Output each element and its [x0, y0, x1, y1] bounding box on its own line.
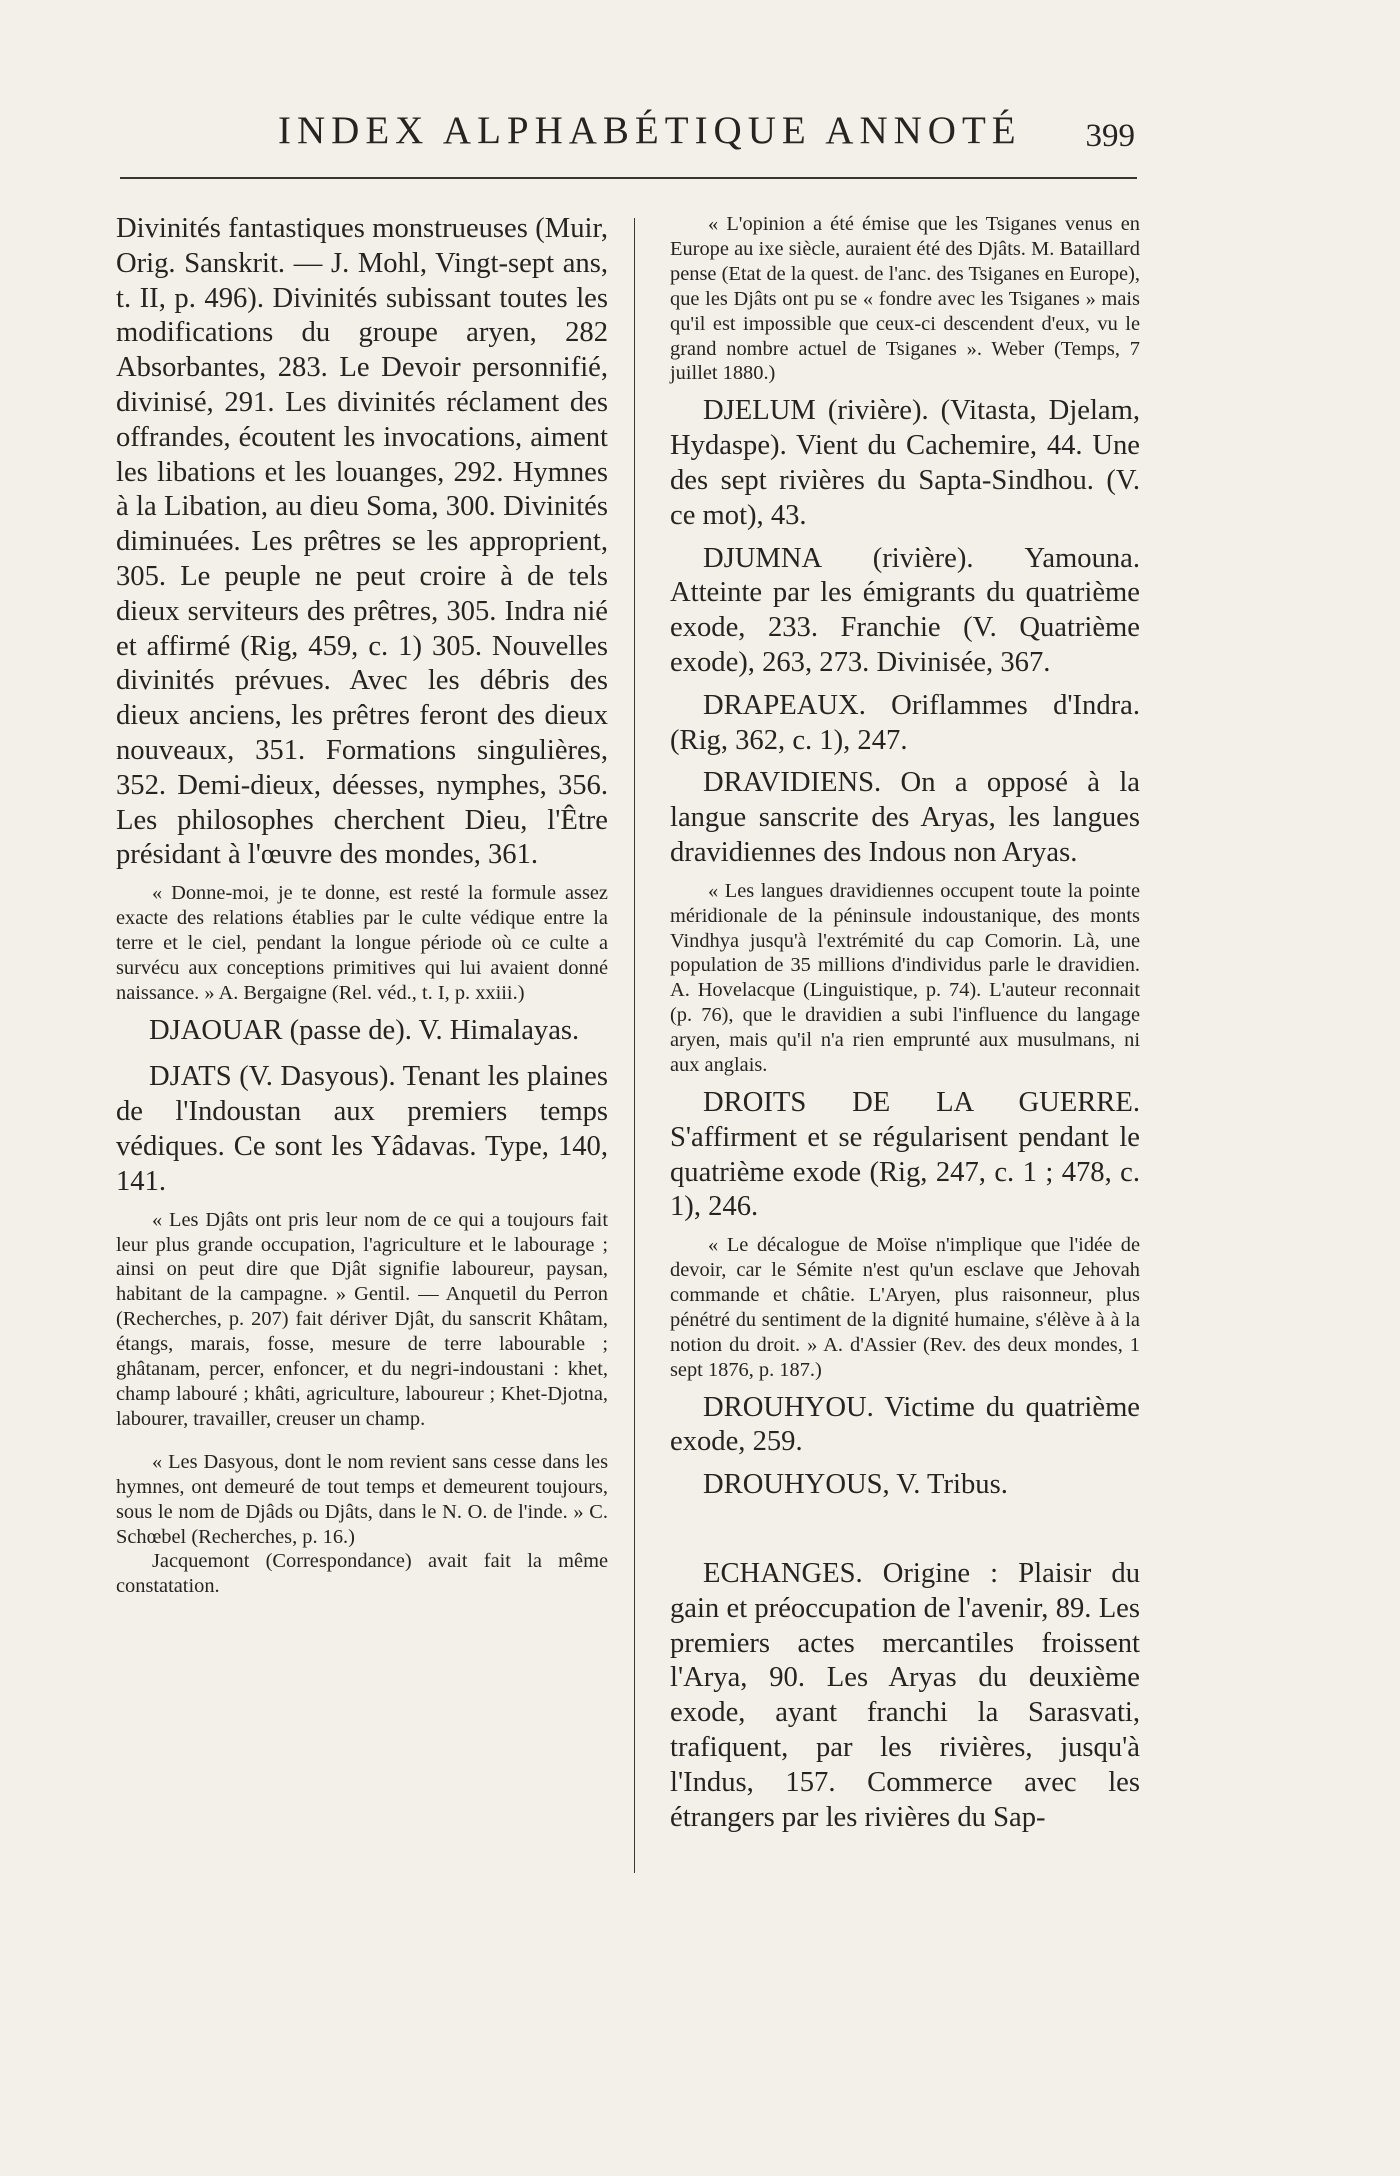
entry-drouhyous: DROUHYOUS, V. Tribus.: [703, 1469, 1008, 1501]
quote-weber: « L'opinion a été émise que les Tsiganes venus en Europe au ixe siècle, auraient été des Djâts. M. Bataillard pense (Etat de la quest. de l'anc. des Tsiganes en Europe), que les Djâts ont pu se « fondre avec les Tsiganes » mais qu'il est impossible que ceux-ci descendent d'eux, vu le grand nombre actuel de Tsiganes ». Weber (Temps, 7 juillet 1880.): [670, 213, 1140, 385]
column-divider: [634, 218, 635, 1873]
entry-echanges: ECHANGES. Origine : Plaisir du gain et préoccupation de l'avenir, 89. Les premiers actes mercantiles froissent l'Arya, 90. Les Aryas du deuxième exode, ayant franchi la Sarasvati, trafiquent, par les rivières, jusqu'à l'Indus, 157. Commerce avec les étrangers par les rivières du Sap-: [670, 1557, 1140, 1833]
entry-drouhyou: DROUHYOU. Victime du quatrième exode, 259.: [670, 1391, 1140, 1458]
quote-hovelacque: « Les langues dravidiennes occupent toute la pointe méridionale de la péninsule indoustanique, des monts Vindhya jusqu'à l'extrémité du cap Comorin. Là, une population de 35 millions d'individus parle le dravidien. A. Hovelacque (Linguistique, p. 74). L'auteur reconnait (p. 76), que le dravidien a subi l'influence du langage aryen, mais qu'il n'a rien emprunté aux musulmans, ni aux anglais.: [670, 879, 1140, 1077]
entry-dravidiens: DRAVIDIENS. On a opposé à la langue sanscrite des Aryas, les langues dravidiennes des Indous non Aryas.: [670, 767, 1140, 868]
entry-djats: DJATS (V. Dasyous). Tenant les plaines de l'Indoustan aux premiers temps védiques. Ce sont les Yâdavas. Type, 140, 141.: [116, 1061, 608, 1197]
quote-dassier: « Le décalogue de Moïse n'implique que l'idée de devoir, car le Sémite n'est qu'un esclave que Jehovah commande et châtie. L'Aryen, plus raisonneur, plus pénétré du sentiment de la dignité humaine, s'élève à à la notion du droit. » A. d'Assier (Rev. des deux mondes, 1 sept 1876, p. 187.): [670, 1234, 1140, 1381]
quote-gentil: « Les Djâts ont pris leur nom de ce qui a toujours fait leur plus grande occupation, l'agriculture et le labourage ; ainsi on peut dire que Djât signifie laboureur, paysan, habitant de la campagne. » Gentil. — Anquetil du Perron (Recherches, p. 207) fait dériver Djât, du sanscrit Khâtam, étangs, marais, fosse, mesure de terre labourable ; ghâtanam, percer, enfoncer, et du negri-indoustani : khet, champ labouré ; khâti, agriculture, laboureur ; Khet-Djotna, labourer, travailler, creuser un champ.: [116, 1208, 608, 1430]
quote-jacquemont: Jacquemont (Correspondance) avait fait la même constatation.: [116, 1550, 608, 1598]
quote-schoebel: « Les Dasyous, dont le nom revient sans cesse dans les hymnes, ont demeuré de tout temps et demeurent toujours, sous le nom de Djâds ou Djâts, dans le N. O. de l'inde. » C. Schœbel (Recherches, p. 16.): [116, 1450, 608, 1548]
entry-droits-de-la-guerre: DROITS DE LA GUERRE. S'affirment et se régularisent pendant le quatrième exode (Rig, 247, c. 1 ; 478, c. 1), 246.: [670, 1086, 1140, 1223]
quote-bergaigne: « Donne-moi, je te donne, est resté la formule assez exacte des relations établies par le culte védique entre la terre et le ciel, pendant la longue période où ce culte a survécu aux conceptions primitives qui lui avaient donné naissance. » A. Bergaigne (Rel. véd., t. I, p. xxiii.): [116, 882, 608, 1004]
left-column: [116, 212, 608, 1599]
entry-djumna: DJUMNA (rivière). Yamouna. Atteinte par les émigrants du quatrième exode, 233. Franchie (V. Quatrième exode), 263, 273. Divinisée, 367.: [670, 542, 1140, 678]
running-title: INDEX ALPHABÉTIQUE ANNOTÉ: [278, 109, 1022, 152]
entry-divinites: Divinités fantastiques monstrueuses (Muir, Orig. Sanskrit. — J. Mohl, Vingt-sept ans, t. II, p. 496). Divinités subissant toutes les modifications du groupe aryen, 282 Absorbantes, 283. Le Devoir personnifié, divinisé, 291. Les divinités réclament des offrandes, écoutent les invocations, aiment les libations et les louanges, 292. Hymnes à la Libation, au dieu Soma, 300. Divinités diminuées. Les prêtres se les approprient, 305. Le peuple ne peut croire à de tels dieux serviteurs des prêtres, 305. Indra nié et affirmé (Rig, 459, c. 1) 305. Nouvelles divinités prévues. Avec les débris des dieux anciens, les prêtres feront des dieux nouveaux, 351. Formations singulières, 352. Demi-dieux, déesses, nymphes, 356. Les philosophes cherchent Dieu, l'Être présidant à l'œuvre des mondes, 361.: [116, 213, 608, 871]
header-rule: [120, 177, 1137, 179]
entry-djelum: DJELUM (rivière). (Vitasta, Djelam, Hydaspe). Vient du Cachemire, 44. Une des sept rivières du Sapta-Sindhou. (V. ce mot), 43.: [670, 395, 1140, 531]
entry-drapeaux: DRAPEAUX. Oriflammes d'Indra. (Rig, 362, c. 1), 247.: [670, 689, 1140, 756]
page-header: [120, 104, 1135, 154]
right-column: [670, 212, 1140, 1835]
page-number: 399: [1085, 118, 1135, 154]
entry-djaouar: DJAOUAR (passe de). V. Himalayas.: [149, 1014, 580, 1046]
